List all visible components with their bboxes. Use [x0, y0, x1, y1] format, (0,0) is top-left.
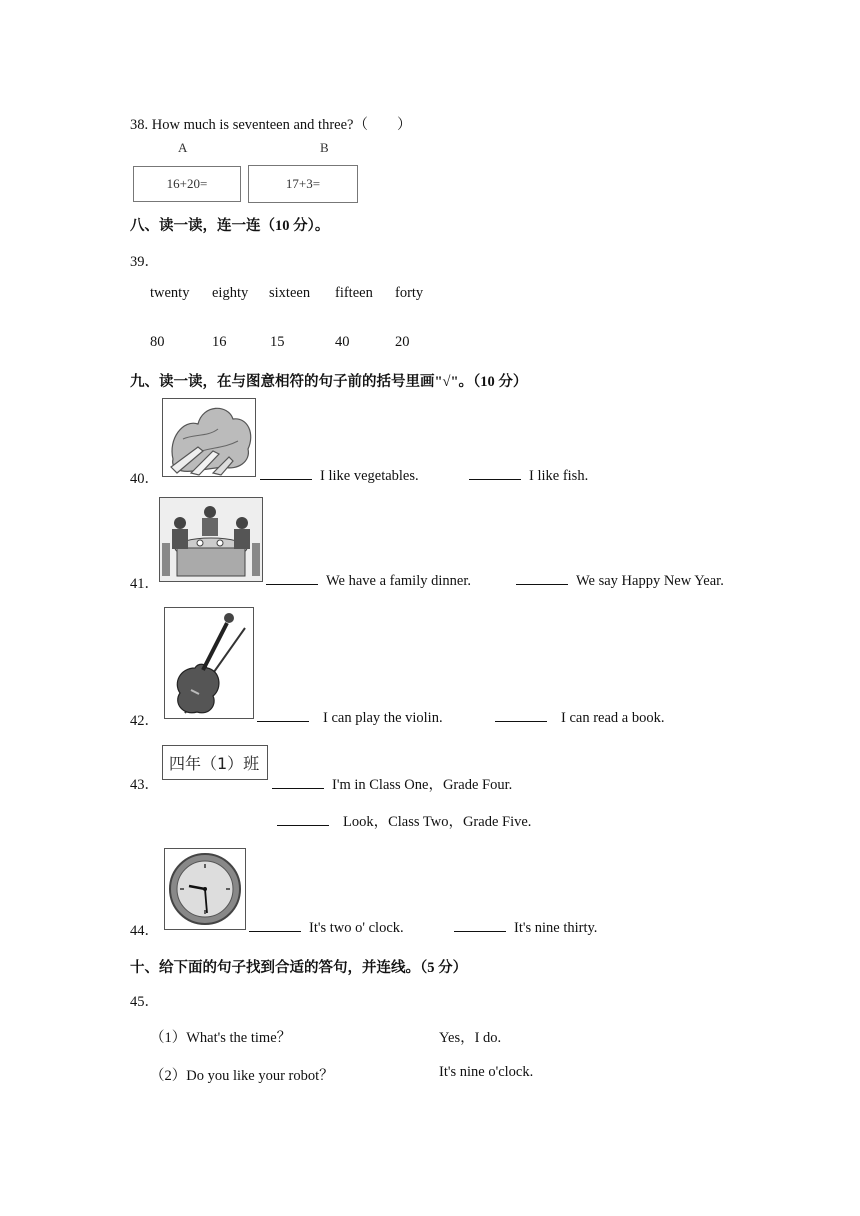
question-44-number: 44． — [130, 923, 159, 939]
option-b-label: B — [320, 140, 329, 155]
option-a-box[interactable]: 16+20= — [133, 166, 241, 202]
q44-option-2[interactable]: It's nine thirty. — [454, 919, 597, 937]
section-9-heading: 九、读一读，在与图意相符的句子前的括号里画"√"。（10 分） — [130, 374, 528, 390]
number-item[interactable]: 15 — [270, 334, 285, 350]
violin-image — [164, 607, 254, 719]
word-item[interactable]: twenty — [150, 285, 190, 301]
q43-option-1[interactable]: I'm in Class One，Grade Four. — [272, 773, 512, 794]
q41-option-2[interactable]: We say Happy New Year. — [516, 572, 724, 590]
question-43-number: 43． — [130, 777, 159, 793]
match-answer[interactable]: It's nine o'clock. — [439, 1064, 534, 1080]
class-sign-image: 四年（1）班 — [162, 745, 268, 780]
vegetables-image — [162, 398, 256, 477]
q43-option-2[interactable]: Look，Class Two，Grade Five. — [277, 810, 531, 831]
question-40-number: 40． — [130, 471, 159, 487]
number-item[interactable]: 40 — [335, 334, 350, 350]
q44-option-1[interactable]: It's two o' clock. — [249, 919, 404, 937]
number-item[interactable]: 16 — [212, 334, 227, 350]
q40-option-2[interactable]: I like fish. — [469, 467, 588, 485]
word-item[interactable]: eighty — [212, 285, 249, 301]
option-a-label: A — [178, 140, 188, 155]
question-38: 38. How much is seventeen and three?（ ） — [130, 117, 412, 133]
question-41-number: 41． — [130, 576, 159, 592]
number-item[interactable]: 80 — [150, 334, 165, 350]
match-answer[interactable]: Yes，I do. — [439, 1030, 502, 1046]
q40-option-1[interactable]: I like vegetables. — [260, 467, 419, 485]
word-item[interactable]: fifteen — [335, 285, 373, 301]
q41-option-1[interactable]: We have a family dinner. — [266, 572, 471, 590]
q42-option-1[interactable]: I can play the violin. — [257, 709, 443, 727]
question-45-number: 45． — [130, 994, 159, 1010]
option-b-box[interactable]: 17+3= — [248, 165, 358, 203]
q42-option-2[interactable]: I can read a book. — [495, 709, 664, 727]
question-39-number: 39． — [130, 254, 159, 270]
family-dinner-image — [159, 497, 263, 582]
section-8-heading: 八、读一读，连一连（10 分）。 — [130, 218, 330, 234]
match-question[interactable]: （2）Do you like your robot？ — [150, 1068, 334, 1084]
clock-image — [164, 848, 246, 930]
question-42-number: 42． — [130, 713, 159, 729]
match-question[interactable]: （1）What's the time？ — [150, 1030, 292, 1046]
section-10-heading: 十、给下面的句子找到合适的答句，并连线。（5 分） — [130, 960, 468, 976]
number-item[interactable]: 20 — [395, 334, 410, 350]
word-item[interactable]: sixteen — [269, 285, 311, 301]
word-item[interactable]: forty — [395, 285, 424, 301]
